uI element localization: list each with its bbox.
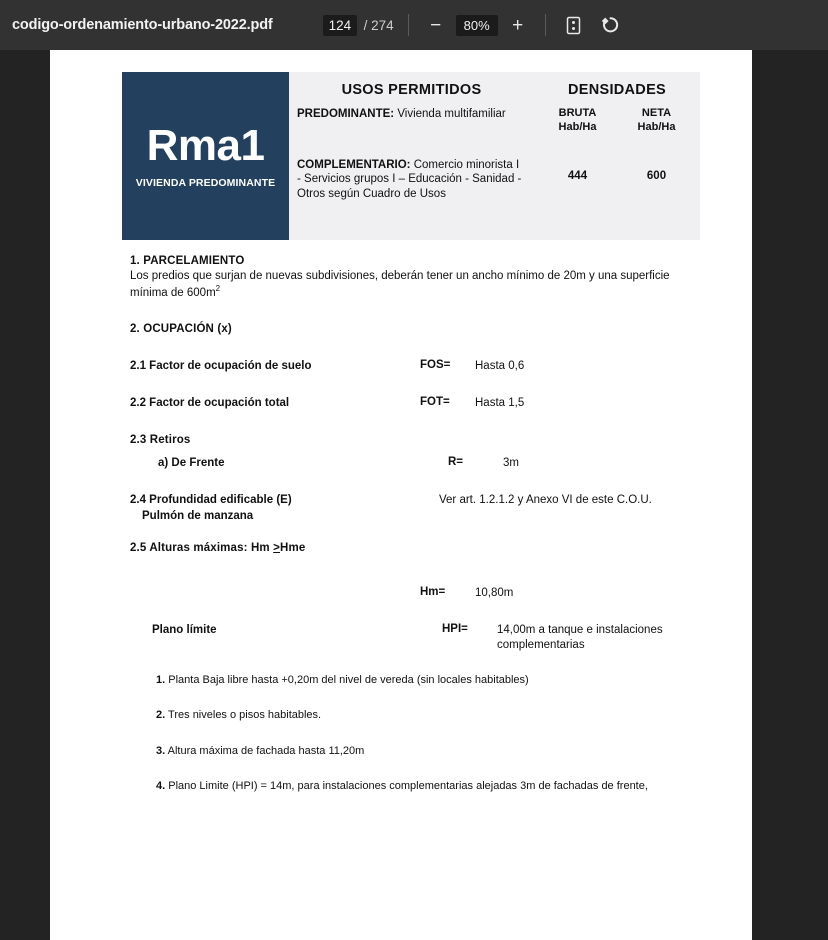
note-4-text: Plano Limite (HPI) = 14m, para instalaciones complementarias alejadas 3m de fachadas de frente, — [165, 779, 648, 792]
toolbar-divider-1 — [408, 14, 409, 36]
pdf-page — [50, 50, 752, 940]
zone-code: Rma1 — [146, 120, 265, 170]
row-fot-symbol: FOT= — [420, 396, 450, 409]
row-profundidad-value: Ver art. 1.2.1.2 y Anexo VI de este C.O.U. — [439, 494, 652, 507]
greater-equal-symbol: > — [273, 542, 281, 555]
note-3-text: Altura máxima de fachada hasta 11,20m — [165, 744, 365, 757]
toolbar-divider-2 — [545, 14, 546, 36]
page-view-icon — [565, 16, 582, 35]
row-plano-limite-value: 14,00m a tanque e instalaciones complementarias — [497, 624, 663, 652]
density-neta-unit: Hab/Ha — [637, 120, 676, 133]
pdf-toolbar — [0, 0, 828, 50]
note-1-number: 1. — [156, 674, 166, 687]
section-2-5-text-b: Hme — [280, 542, 306, 555]
row-fot-label: 2.2 Factor de ocupación total — [130, 397, 290, 410]
density-bruta-header — [538, 107, 617, 135]
section-1-heading: 1. PARCELAMIENTO — [130, 255, 245, 267]
densities-column — [534, 72, 700, 240]
note-3 — [130, 744, 702, 758]
zoom-out-button[interactable]: − — [423, 12, 449, 38]
page-number-input[interactable] — [323, 15, 357, 36]
zoom-level-input[interactable] — [456, 15, 498, 36]
row-fot — [130, 396, 702, 412]
row-retiro-frente-symbol: R= — [448, 455, 464, 468]
row-plano-limite — [130, 623, 702, 653]
note-1-text: Planta Baja libre hasta +0,20m del nivel de vereda (sin locales habitables) — [165, 674, 529, 687]
row-fot-value: Hasta 1,5 — [475, 397, 525, 410]
complementary-use-value: Comercio minorista I - Servicios grupos I – Educación - Sanidad - Otros según Cuadro de Usos — [297, 158, 522, 201]
density-neta-label: NETA — [641, 107, 672, 119]
page-navigation-group — [323, 0, 394, 50]
densities-title: DENSIDADES — [567, 82, 667, 98]
note-3-number: 3. — [156, 744, 166, 757]
note-2 — [130, 708, 702, 722]
note-4 — [130, 779, 702, 793]
note-4-number: 4. — [156, 779, 166, 792]
predominant-use-value: Vivienda multifamiliar — [394, 108, 506, 120]
zone-code-subtitle: VIVIENDA PREDOMINANTE — [135, 176, 276, 189]
row-profundidad-edificable — [130, 493, 702, 524]
section-2-heading: 2. OCUPACIÓN (x) — [130, 322, 232, 335]
density-bruta-label: BRUTA — [558, 107, 597, 119]
rotate-icon — [600, 15, 621, 35]
row-profundidad-label-line1: 2.4 Profundidad edificable (E) — [130, 494, 292, 507]
document-title: codigo-ordenamiento-urbano-2022.pdf — [12, 17, 273, 33]
page-view-button[interactable] — [560, 11, 588, 39]
zone-header-table — [122, 72, 700, 240]
page-scroll-area[interactable] — [0, 50, 828, 792]
row-hm-symbol: Hm= — [420, 586, 446, 599]
densities-values — [538, 170, 696, 182]
note-2-number: 2. — [156, 709, 166, 722]
row-fos-label: 2.1 Factor de ocupación de suelo — [130, 359, 312, 372]
row-retiro-frente — [130, 456, 702, 472]
density-neta-value: 600 — [646, 170, 667, 182]
section-1-text: Los predios que surjan de nuevas subdivisiones, deberán tener un ancho mínimo de 20m y una superficie mínima de 600m — [130, 270, 670, 299]
section-1-superscript: 2 — [215, 283, 221, 293]
row-fos-symbol: FOS= — [420, 358, 451, 371]
spacer — [130, 337, 702, 359]
density-bruta-unit: Hab/Ha — [558, 120, 597, 133]
section-2-3-heading: 2.3 Retiros — [130, 433, 191, 446]
density-neta-header — [617, 107, 696, 135]
row-retiro-frente-value: 3m — [503, 456, 519, 469]
section-2-5-text-a: 2.5 Alturas máximas: Hm — [130, 542, 274, 555]
row-plano-limite-symbol: HPI= — [442, 623, 468, 636]
rotate-button[interactable] — [597, 11, 625, 39]
view-controls-group — [560, 0, 634, 50]
predominant-use-label: PREDOMINANTE: — [297, 108, 395, 120]
row-hm-value: 10,80m — [475, 587, 514, 600]
predominant-use-row — [297, 107, 526, 122]
zoom-controls-group — [423, 0, 531, 50]
permitted-uses-column — [289, 72, 534, 240]
row-plano-limite-label: Plano límite — [152, 624, 217, 637]
zoom-in-button[interactable]: + — [505, 12, 531, 38]
complementary-use-row — [297, 158, 526, 202]
row-profundidad-label-line2: Pulmón de manzana — [142, 509, 254, 522]
row-fos — [130, 359, 702, 375]
note-1 — [130, 673, 702, 687]
spacer — [130, 554, 702, 586]
zone-code-box — [122, 72, 289, 240]
note-2-text: Tres niveles o pisos habitables. — [165, 709, 322, 722]
densities-subheaders — [538, 107, 696, 135]
row-retiro-frente-label: a) De Frente — [158, 456, 225, 469]
row-profundidad-label — [130, 493, 420, 524]
section-2-5-heading — [130, 542, 702, 554]
row-fos-value: Hasta 0,6 — [475, 359, 525, 372]
row-hm — [130, 586, 702, 601]
permitted-uses-title: USOS PERMITIDOS — [341, 82, 482, 98]
spacer — [130, 301, 702, 323]
density-bruta-value: 444 — [567, 170, 588, 182]
page-total-label: / 274 — [363, 17, 394, 33]
complementary-use-label: COMPLEMENTARIO: — [297, 158, 411, 171]
section-1-paragraph — [130, 269, 702, 301]
document-body — [130, 255, 702, 814]
